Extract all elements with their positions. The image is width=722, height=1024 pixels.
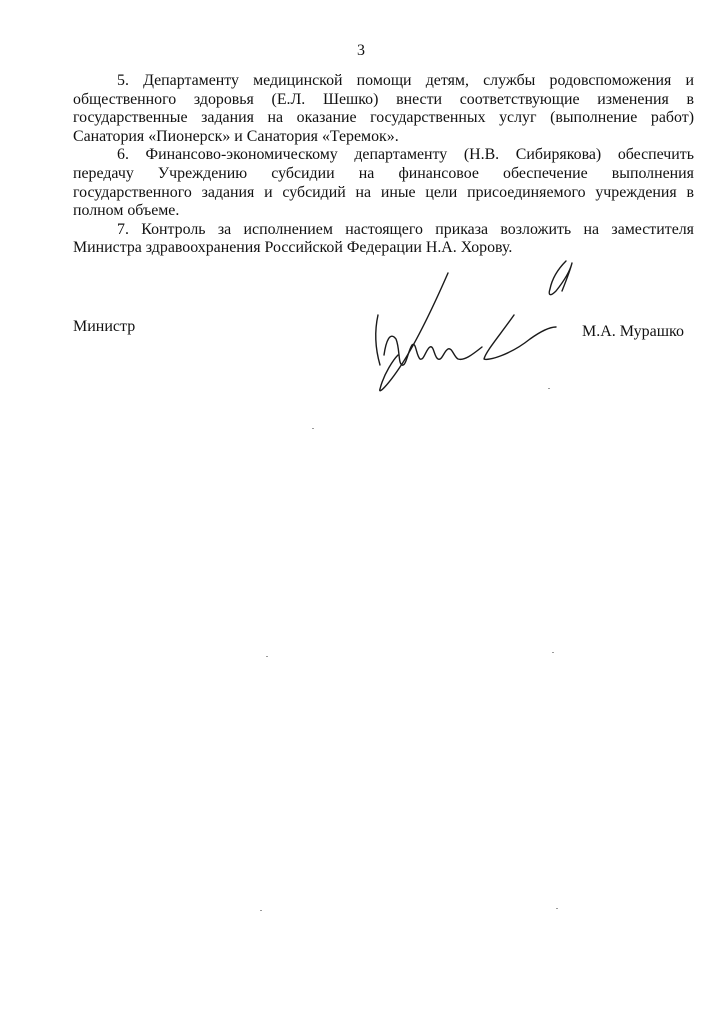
paragraph-5: 5. Департаменту медицинской помощи детям, службы родовспоможения и общественного здоровья (Е.Л. Шешко) внести соответствующие изменения в государственные задания на оказание государственных услуг (выполнение работ) Санатория «Пионерск» и Санатория «Теремок».	[73, 72, 694, 145]
document-body	[73, 72, 694, 258]
scan-speck	[260, 910, 262, 911]
scan-speck	[556, 908, 558, 909]
scan-speck	[552, 652, 554, 653]
handwritten-signature-icon	[360, 255, 585, 405]
paragraph-7: 7. Контроль за исполнением настоящего приказа возложить на заместителя Министра здравоохранения Российской Федерации Н.А. Хорову.	[73, 220, 694, 257]
page-number: 3	[357, 42, 365, 59]
scan-speck	[312, 428, 314, 429]
scan-speck	[548, 388, 550, 389]
scan-speck	[266, 656, 268, 657]
paragraph-6: 6. Финансово-экономическому департаменту (Н.В. Сибирякова) обеспечить передачу Учреждению субсидии на финансовое обеспечение выполнения государственного задания и субсидий на иные цели присоединяемого учреждения в полном объеме.	[73, 146, 694, 220]
signatory-position: Министр	[73, 318, 136, 335]
signatory-name: М.А. Мурашко	[582, 323, 684, 340]
